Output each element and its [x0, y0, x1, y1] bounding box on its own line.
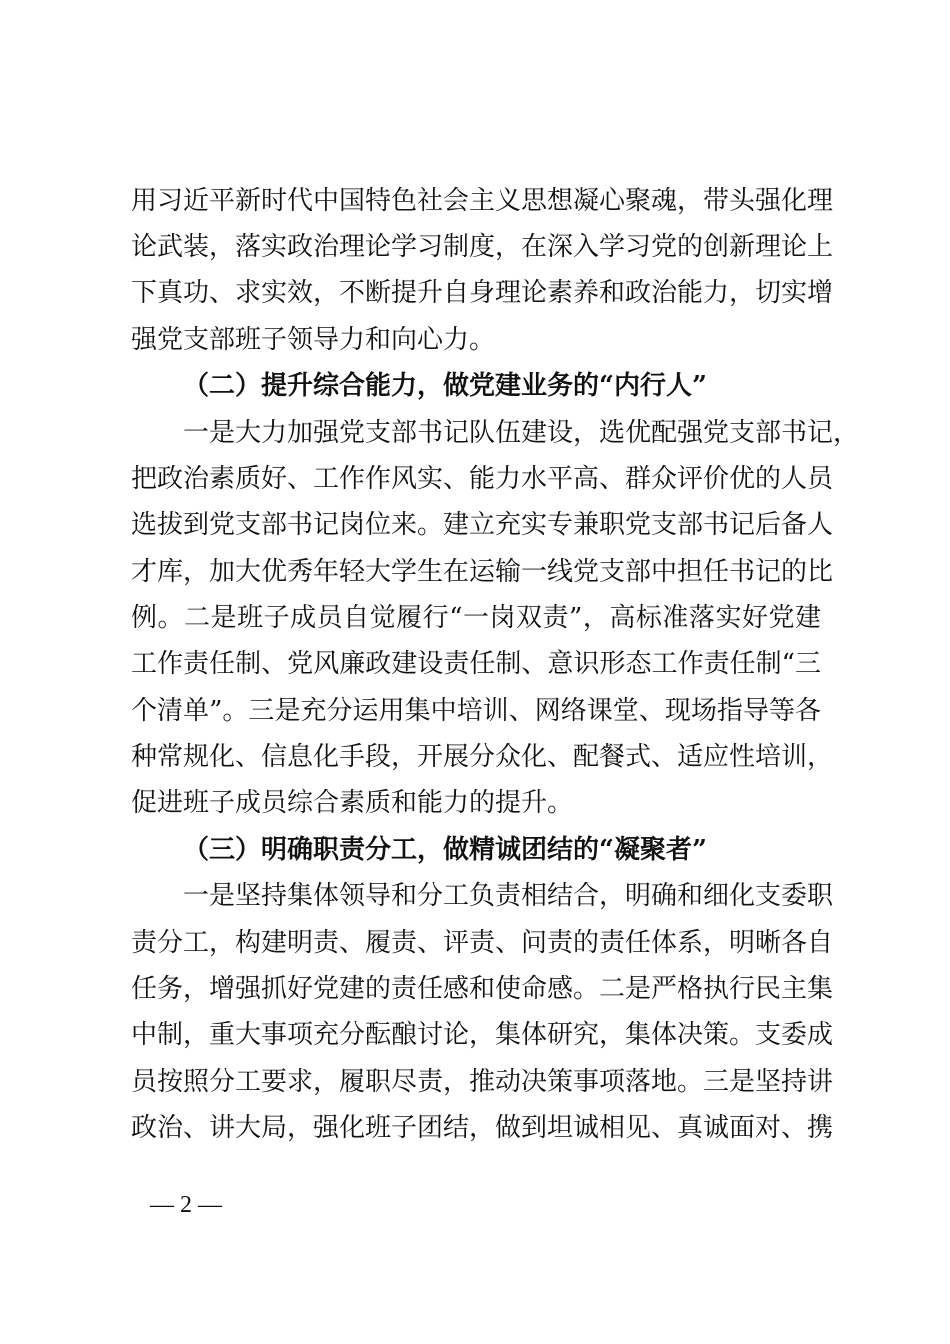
- body-line: 工作责任制、党风廉政建设责任制、意识形态工作责任制“三: [131, 649, 821, 679]
- section-heading-2: （二）提升综合能力，做党建业务的“内行人”: [183, 371, 707, 401]
- body-line: 一是坚持集体领导和分工负责相结合，明确和细化支委职: [183, 881, 834, 911]
- body-line: 把政治素质好、工作作风实、能力水平高、群众评价优的人员: [131, 464, 834, 494]
- body-line: 用习近平新时代中国特色社会主义思想凝心聚魂，带头强化理: [131, 186, 834, 216]
- body-line: 例。二是班子成员自觉履行“一岗双责”，高标准落实好党建: [131, 603, 821, 633]
- body-line: 员按照分工要求，履职尽责，推动决策事项落地。三是坚持讲: [131, 1067, 834, 1097]
- body-line: 才库，加大优秀年轻大学生在运输一线党支部中担任书记的比: [131, 557, 834, 587]
- body-line: 任务，增强抓好党建的责任感和使命感。二是严格执行民主集: [131, 974, 834, 1004]
- body-line: 责分工，构建明责、履责、评责、问责的责任体系，明晰各自: [131, 928, 834, 958]
- body-line: 促进班子成员综合素质和能力的提升。: [131, 788, 574, 818]
- body-line: 一是大力加强党支部书记队伍建设，选优配强党支部书记，: [183, 418, 860, 448]
- body-line: 论武装，落实政治理论学习制度，在深入学习党的创新理论上: [131, 232, 834, 262]
- body-line: 下真功、求实效，不断提升自身理论素养和政治能力，切实增: [131, 278, 834, 308]
- body-line: 选拔到党支部书记岗位来。建立充实专兼职党支部书记后备人: [131, 510, 834, 540]
- body-line: 个清单”。三是充分运用集中培训、网络课堂、现场指导等各: [131, 696, 821, 726]
- body-line: 强党支部班子领导力和向心力。: [131, 325, 496, 355]
- section-heading-3: （三）明确职责分工，做精诚团结的“凝聚者”: [183, 835, 707, 865]
- body-line: 中制，重大事项充分酝酿讨论，集体研究，集体决策。支委成: [131, 1020, 834, 1050]
- body-line: 种常规化、信息化手段，开展分众化、配餐式、适应性培训，: [131, 742, 834, 772]
- page-number: — 2 —: [150, 1192, 222, 1218]
- body-line: 政治、讲大局，强化班子团结，做到坦诚相见、真诚面对、携: [131, 1113, 834, 1143]
